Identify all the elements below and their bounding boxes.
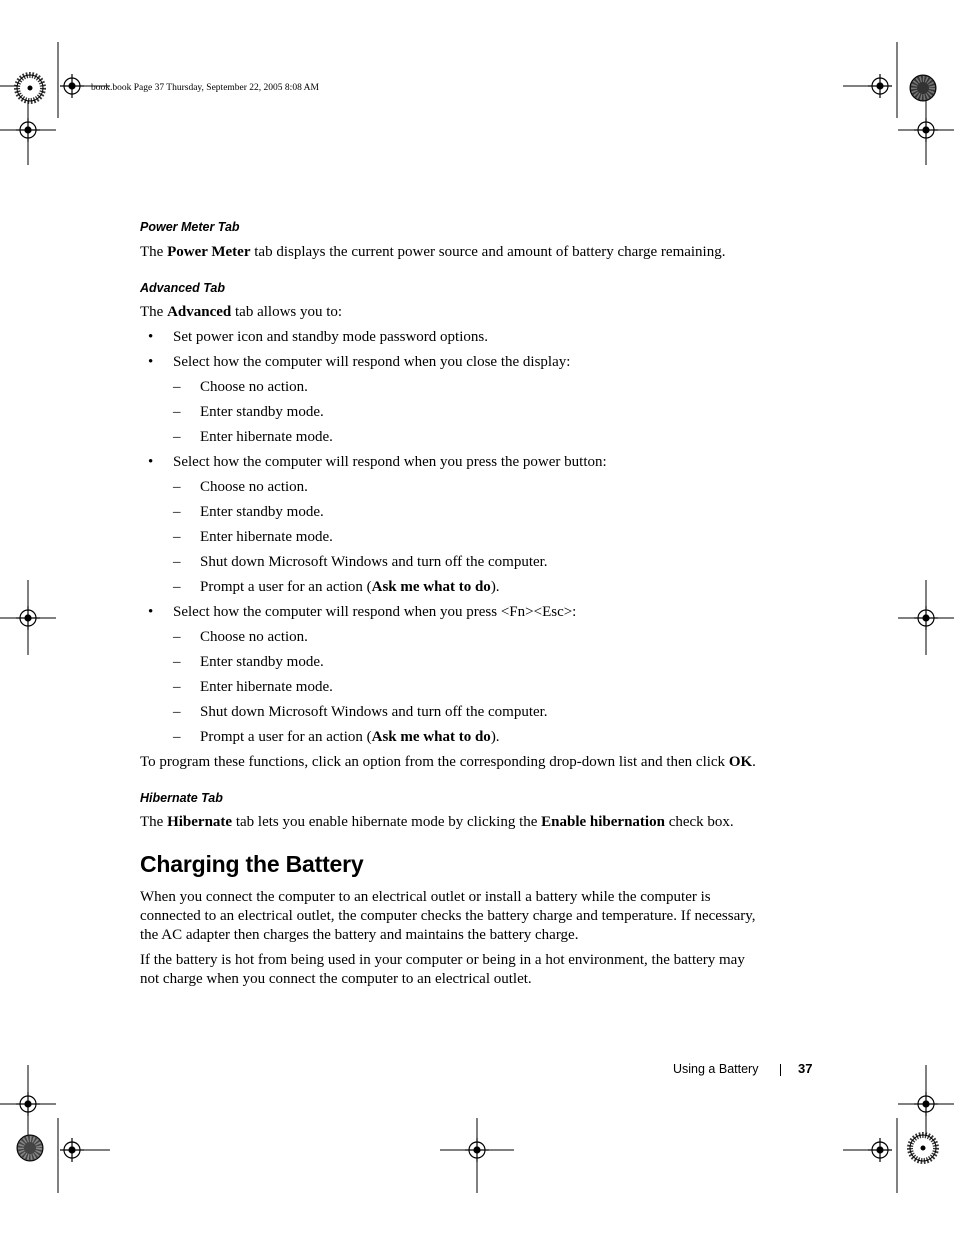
dash-marker: –	[173, 429, 181, 445]
footer-section-label: Using a Battery	[673, 1062, 759, 1076]
advanced-term: Advanced	[167, 304, 232, 320]
dash-marker: –	[173, 579, 181, 595]
charging-paragraph-2: If the battery is hot from being used in your computer or being in a hot environment, the battery may not charge when you connect the computer to an electrical outlet.	[140, 952, 745, 987]
bullet-marker: •	[148, 329, 154, 345]
dash-marker: –	[173, 704, 181, 720]
advanced-intro: The Advanced tab allows you to:	[140, 304, 343, 320]
document-page: book.book Page 37 Thursday, September 22, 2005 8:08 AM Power Meter Tab The Power Meter tab displays the current power source and amount of battery charge remaining. Advanced Tab The Advanced tab allows you to: • Set power icon and standby mode password options. • Select how the computer will respond when you close the display: – Choose no action. – Enter standby mode. – Enter hibernate mode. • Select how the computer will respond when you press the power button: – Choose no action. – Enter standby mode. – Enter hibernate mode. – Shut down Microsoft Windows and turn off the computer. – Prompt a user for an action (Ask me what to do). • Select how the computer will respond when you press <Fn><Esc>: – Choose no action. – Enter standby mode. – Enter hibernate mode. – Shut down Microsoft Windows and turn off the computer. – Prompt a user for an action (Ask me what to do). To program these functions, click an option from the corresponding drop-down list and then click OK. Hibernate Tab The Hibernate tab lets you enable hibernate mode by clicking the Enable hibernation check box. Charging the Battery When you connect the computer to an electrical outlet or install a battery while the computer is connected to an electrical outlet, the computer checks the battery charge and temperature. If necessary, the AC adapter then charges the battery and maintains the battery charge. If the battery is hot from being used in your computer or being in a hot environment, the battery may not charge when you connect the computer to an electrical outlet. Using a Battery 37	[0, 0, 954, 1235]
footer-separator	[780, 1064, 781, 1076]
page-number: 37	[798, 1061, 813, 1076]
dash-marker: –	[173, 729, 181, 745]
charging-paragraph-1: When you connect the computer to an electrical outlet or install a battery while the computer is connected to an electrical outlet, the computer checks the battery charge and temperature. If necessary, the AC adapter then charges the battery and maintains the battery charge.	[140, 889, 756, 943]
power-meter-paragraph: The Power Meter tab displays the current power source and amount of battery charge remaining.	[140, 244, 726, 260]
dash-marker: –	[173, 379, 181, 395]
print-header-stamp: book.book Page 37 Thursday, September 22, 2005 8:08 AM	[91, 83, 319, 93]
dash-marker: –	[173, 529, 181, 545]
dash-marker: –	[173, 504, 181, 520]
dash-marker: –	[173, 654, 181, 670]
dash-marker: –	[173, 554, 181, 570]
advanced-tab-heading: Advanced Tab	[140, 281, 225, 295]
dash-marker: –	[173, 404, 181, 420]
power-meter-term: Power Meter	[167, 244, 251, 260]
bullet-marker: •	[148, 604, 154, 620]
program-instructions: To program these functions, click an option from the corresponding drop-down list and then click OK.	[140, 754, 756, 770]
dash-marker: –	[173, 629, 181, 645]
bullet-marker: •	[148, 454, 154, 470]
power-meter-tab-heading: Power Meter Tab	[140, 220, 240, 234]
hibernate-paragraph: The Hibernate tab lets you enable hibernate mode by clicking the Enable hibernation check box.	[140, 814, 734, 830]
hibernate-tab-heading: Hibernate Tab	[140, 791, 223, 805]
dash-marker: –	[173, 479, 181, 495]
charging-battery-title: Charging the Battery	[140, 851, 364, 877]
dash-marker: –	[173, 679, 181, 695]
bullet-marker: •	[148, 354, 154, 370]
